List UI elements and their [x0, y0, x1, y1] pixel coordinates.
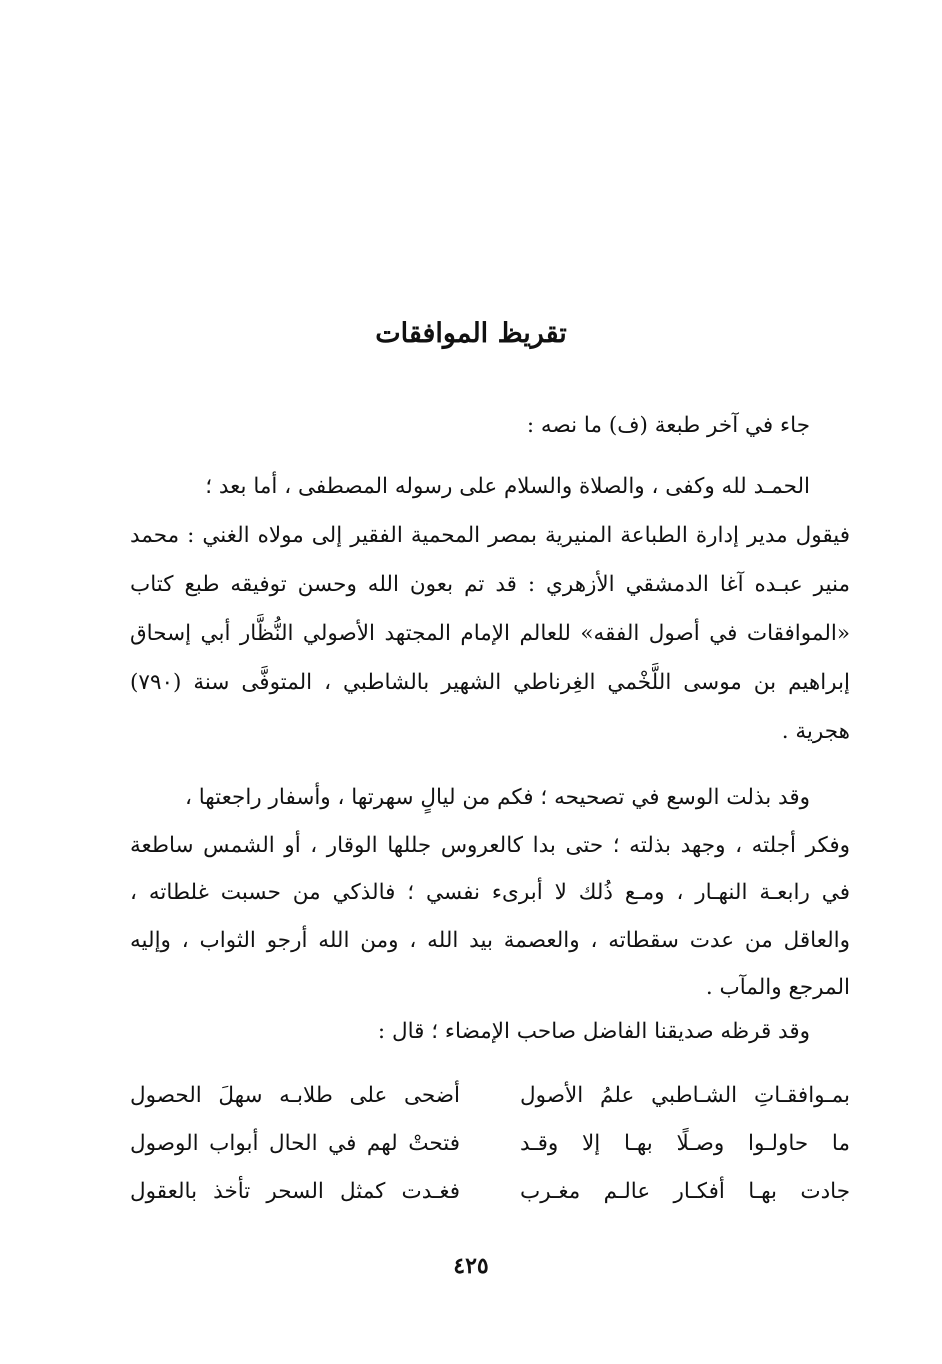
- verse-first-hemistich: جادت بهـا أفكـار عالـم مغـرب: [520, 1179, 850, 1204]
- page-title: تقريظ الموافقات: [375, 318, 567, 349]
- paragraph-2-line: في رابعـة النهـار ، ومـع ذُلك لا أبرىء نفسي ؛ فالذكي من حسبت غلطاته ،: [130, 880, 850, 905]
- paragraph-1-line: إبراهيم بن موسى اللَّخْمي الغِرناطي الشهير بالشاطبي ، المتوفَّى سنة (٧٩٠): [130, 670, 850, 695]
- verse-second-hemistich: فتحتْ لهم في الحال أبواب الوصول: [130, 1131, 460, 1156]
- poem-verse: [130, 1120, 850, 1168]
- verse-first-hemistich: ما حاولـوا وصـلًا بهـا إلا وقـد: [520, 1131, 850, 1156]
- paragraph-1: [130, 462, 850, 756]
- poem-verse: [130, 1072, 850, 1120]
- verse-second-hemistich: أضحى على طلابـه سهلَ الحصول: [130, 1083, 460, 1108]
- paragraph-2-line: وفكر أجلته ، وجهد بذلته ؛ حتى بدا كالعروس جللها الوقار ، أو الشمس ساطعة: [130, 832, 850, 858]
- paragraph-1-line: هجرية .: [781, 719, 850, 744]
- paragraph-3: [130, 1010, 850, 1054]
- paragraph-2: [130, 774, 850, 1012]
- poem-verse: [130, 1168, 850, 1216]
- poem: [130, 1072, 850, 1216]
- intro-line: جاء في آخر طبعة (ف) ما نصه :: [526, 413, 810, 438]
- paragraph-2-line: وقد بذلت الوسع في تصحيحه ؛ فكم من ليالٍ سهرتها ، وأسفار راجعتها ،: [184, 785, 810, 810]
- paragraph-1-line: منير عبـده آغا الدمشقي الأزهري : قد تم بعون الله وحسن توفيقه طبع كتاب: [130, 572, 850, 597]
- paragraph-1-line: الحمـد لله وكفى ، والصلاة والسلام على رسوله المصطفى ، أما بعد ؛: [205, 474, 810, 499]
- intro-paragraph: [130, 404, 850, 448]
- paragraph-1-line: «الموافقات في أصول الفقه» للعالم الإمام المجتهد الأصولي النُّظَّار أبي إسحاق: [130, 621, 850, 646]
- paragraph-2-line: المرجع والمآب .: [705, 975, 850, 1000]
- verse-second-hemistich: فغـدت كمثل السحر تأخذ بالعقول: [130, 1179, 460, 1204]
- paragraph-2-line: والعاقل من عدت سقطاته ، والعصمة بيد الله ، ومن الله أرجو الثواب ، وإليه: [130, 927, 850, 953]
- paragraph-3-line: وقد قرظه صديقنا الفاضل صاحب الإمضاء ؛ قال :: [377, 1019, 810, 1044]
- page-number: ٤٢٥: [453, 1253, 489, 1279]
- paragraph-1-line: فيقول مدير إدارة الطباعة المنيرية بمصر المحمية الفقير إلى مولاه الغني : محمد: [130, 523, 850, 548]
- verse-first-hemistich: بمـوافقـاتِ الشـاطبي علمُ الأصول: [520, 1083, 850, 1108]
